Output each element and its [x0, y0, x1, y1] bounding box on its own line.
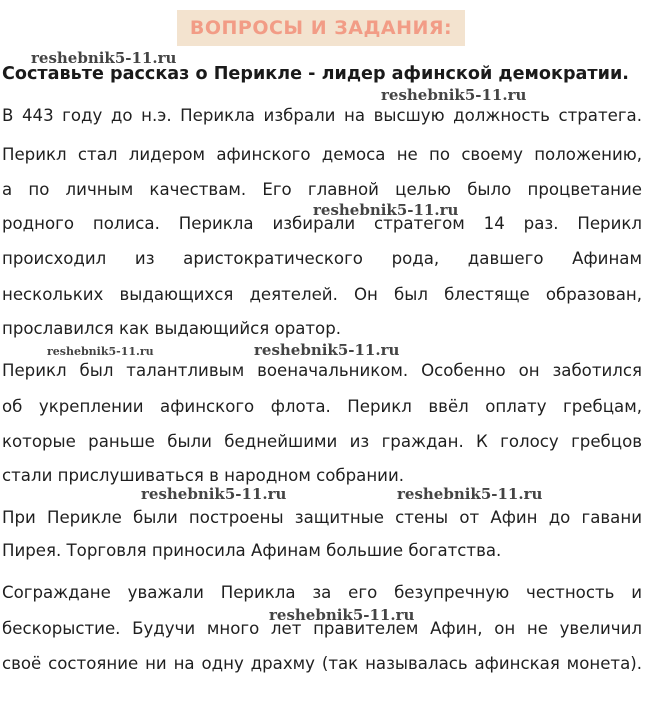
watermark: reshebnik5-11.ru: [397, 485, 543, 503]
answer-line: Сограждане уважали Перикла за его безупречную честность и: [2, 583, 642, 602]
answer-line: нескольких выдающихся деятелей. Он был блестяще образован,: [2, 285, 642, 304]
watermark: reshebnik5-11.ru: [141, 485, 287, 503]
task-title: Составьте рассказ о Перикле - лидер афинской демократии.: [2, 64, 629, 84]
section-header-badge: [177, 10, 465, 46]
watermark: reshebnik5-11.ru: [31, 49, 177, 67]
answer-line: стали прислушиваться в народном собрании.: [2, 466, 405, 485]
watermark: reshebnik5-11.ru: [269, 606, 415, 624]
watermark: reshebnik5-11.ru: [381, 86, 527, 104]
answer-line: прославился как выдающийся оратор.: [2, 319, 342, 338]
answer-line: бескорыстие. Будучи много лет правителем Афин, он не увеличил: [2, 619, 642, 638]
answer-line: своё состояние ни на одну драхму (так называлась афинская монета).: [2, 654, 642, 673]
answer-line: При Перикле были построены защитные стены от Афин до гавани: [2, 508, 642, 527]
section-header-title: ВОПРОСЫ И ЗАДАНИЯ:: [189, 17, 453, 39]
answer-line: В 443 году до н.э. Перикла избрали на высшую должность стратега.: [2, 106, 642, 125]
watermark: reshebnik5-11.ru: [313, 201, 459, 219]
answer-line: об укреплении афинского флота. Перикл ввёл оплату гребцам,: [2, 397, 642, 416]
watermark: reshebnik5-11.ru: [47, 345, 154, 358]
answer-line: Перикл был талантливым военачальником. Особенно он заботился: [2, 361, 642, 380]
answer-line: родного полиса. Перикла избирали стратегом 14 раз. Перикл: [2, 214, 642, 233]
answer-line: Пирея. Торговля приносила Афинам большие богатства.: [2, 541, 502, 560]
answer-line: которые раньше были беднейшими из граждан. К голосу гребцов: [2, 432, 642, 451]
answer-line: происходил из аристократического рода, давшего Афинам: [2, 249, 642, 268]
watermark: reshebnik5-11.ru: [254, 341, 400, 359]
answer-line: Перикл стал лидером афинского демоса не по своему положению,: [2, 145, 642, 164]
answer-line: а по личным качествам. Его главной целью было процветание: [2, 180, 642, 199]
